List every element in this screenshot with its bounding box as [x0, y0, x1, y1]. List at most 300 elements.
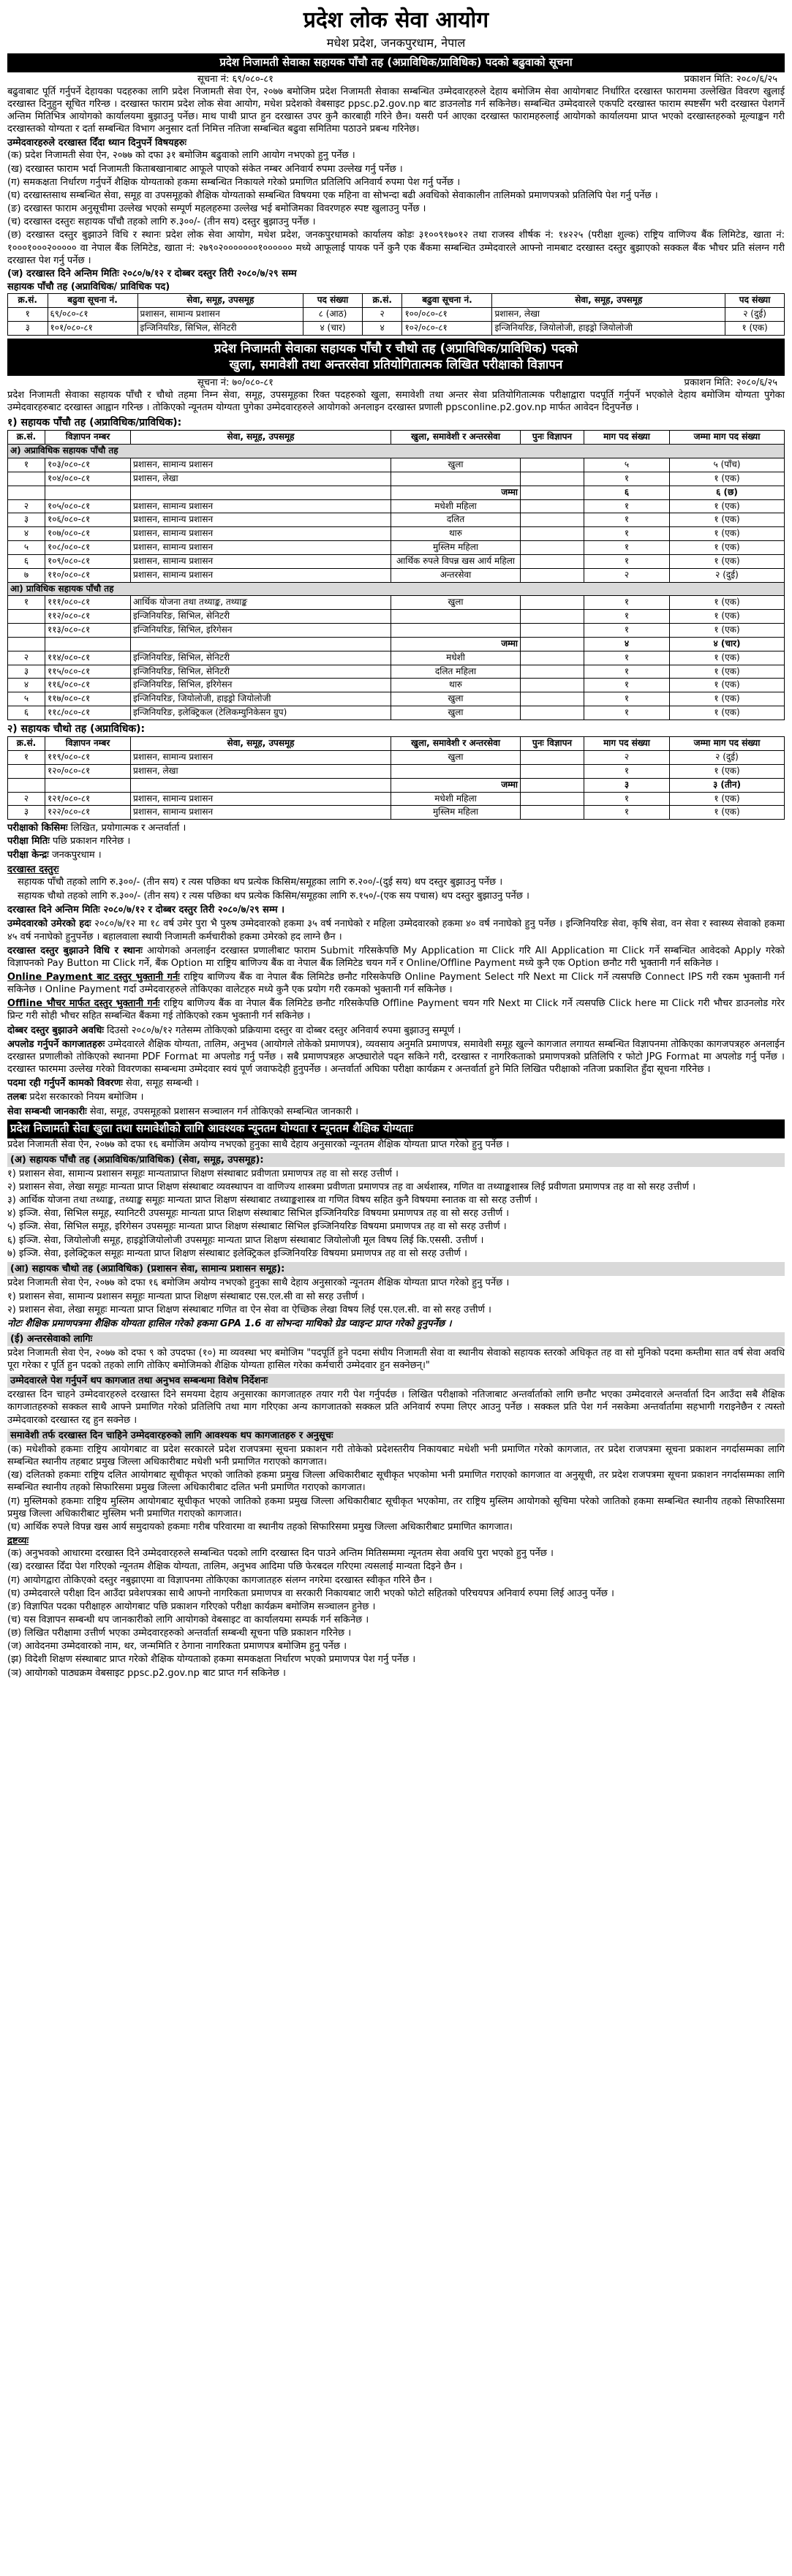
org-subtitle: मधेश प्रदेश, जनकपुरधाम, नेपाल: [326, 35, 466, 50]
upload-label: अपलोड गर्नुपर्ने कागजातहरुः: [7, 1038, 105, 1050]
cell: २ (दुई): [670, 751, 785, 765]
table-subheading: आ) प्राविधिक सहायक पाँचौ तह: [8, 582, 785, 596]
note-item: (ग) आयोगद्वारा तोकिएको दस्तुर नबुझाएमा वा विज्ञापनमा तोकिएका कागजातहरु संलग्न नगरेमा दरखास्त स्वीकृत गरिने छैन ।: [7, 1574, 432, 1586]
age-value: २०८०/७/१२ मा १८ वर्ष उमेर पुरा भै पुरुष उम्मेदवारको हकमा ३५ वर्ष ननाघेको र महिला उम्मेदवारको हकमा ४० वर्ष ननाघेको हुनु पर्नेछ । इन्जिनियरिङ सेवा, कृषि सेवा, वन सेवा र स्वास्थ्य सेवाको हकमा ४५ वर्ष ननाघेको हुनुपर्नेछ । बहालवाला स्थायी निजामती कर्मचारीको हकमा उमेरको हद लाग्ने छैन ।: [7, 918, 785, 943]
cell: १ (एक): [670, 513, 785, 527]
cell: [8, 610, 45, 624]
cell: प्रशासन, लेखा: [492, 307, 725, 321]
cell: प्रशासन, सामान्य प्रशासन: [131, 751, 391, 765]
notes-heading: द्रष्टव्यः: [7, 1536, 29, 1547]
qualification-banner: प्रदेश निजामती सेवा खुला तथा समावेशीको लागि आवश्यक न्यूनतम योग्यता र न्यूनतम शैक्षिक योग्यताः: [7, 1119, 785, 1138]
cell: ६ (छ): [670, 486, 785, 499]
fee-line: सहायक चौथो तहको लागि रु.३००/- (तीन सय) र त्यस पछिका थप प्रत्येक किसिम/समूहका लागि रु.१५०/-(एक सय पचास) थप दस्तुर बुझाउनु पर्नेछ ।: [18, 891, 529, 902]
cell: १ (एक): [725, 321, 785, 335]
notice1-meta: [7, 72, 785, 86]
table-row: [8, 610, 785, 624]
cell: १: [8, 751, 45, 765]
cell: ४: [584, 637, 670, 651]
cell: १ (एक): [670, 792, 785, 806]
cell: १: [8, 596, 45, 610]
upload-value: उम्मेदवारले शैक्षिक योग्यता, तालिम, अनुभव (आयोगले तोकेको प्रमाणपत्र), व्यवसाय अनुमति प्रमाणपत्र, समावेशी समूह खुल्ने कागजात लगायत सम्बन्धित विज्ञापनमा तोकिएका कागजपत्रहरु अनलाईन दरखास्त प्रणालीको तोकिएको स्थानमा PDF Format मा अपलोड गर्नु पर्नेछ । सबै प्रमाणपत्रहरु अप्ठ्यारोले पढ्न सकिने गरी, दरखास्त र नागरिकताको प्रमाणपत्रको प्रतिलिपि र फोटो JPG Format मा अपलोड गर्नु पर्नेछ । दरखास्त फारममा उल्लेख गरेको विवरणका सम्बन्धमा उम्मेदवार स्वयं पूर्ण जवाफदेही हुनुपर्नेछ । अन्तर्वार्ता अघिका परीक्षा कार्यक्रम र अन्तर्वार्ता हुने मिति लिखित परीक्षाको नतिजा प्रकाशित हुँदा सूचना गरिनेछ ।: [7, 1038, 785, 1076]
cell: १ (एक): [670, 764, 785, 778]
cell: २: [8, 651, 45, 665]
cell: ४: [362, 321, 402, 335]
cell: ३ (तीन): [670, 778, 785, 792]
table-row: [8, 554, 785, 568]
payment-label: दरखास्त दस्तुर बुझाउने विधि र स्थानः: [7, 945, 143, 956]
cell: [8, 778, 45, 792]
cell: [131, 637, 391, 651]
cell: [8, 637, 45, 651]
qualification-item: ४) इञ्जि. सेवा, सिभिल समूह, स्यानिटरी उपसमूहः मान्यता प्राप्त शिक्षण संस्थाबाट सिभिल इञ्जिनियरिङ विषयमा प्रमाणपत्र तह वा सो सरह उत्तीर्ण ।: [7, 1208, 510, 1220]
cell: ५: [8, 541, 45, 555]
note-item: (झ) विदेशी शिक्षण संस्थाबाट प्राप्त गरेको शैक्षिक योग्यताको हकमा समकक्षता निर्धारण भएको प्रमाणपत्र पेश गर्नु पर्नेछ ।: [7, 1654, 416, 1666]
cell: १ (एक): [670, 527, 785, 541]
cell: १: [584, 513, 670, 527]
col-header: क्र.सं.: [8, 737, 45, 751]
cell: मधेशी महिला: [391, 499, 521, 513]
cell: १ (एक): [670, 692, 785, 706]
qualification-b-heading: (आ) सहायक चौथो तह (अप्राविधिक) (प्रशासन सेवा, सामान्य प्रशासन समूह):: [7, 1262, 785, 1276]
exam-info: [7, 822, 785, 861]
cell: ११०/०८०-८१: [45, 568, 131, 582]
cell: २: [8, 792, 45, 806]
table-row: [8, 499, 785, 513]
double-fee-label: दोब्बर दस्तुर बुझाउने अवधिः: [7, 1024, 104, 1036]
notice1-table: [7, 293, 785, 335]
cell: १: [584, 692, 670, 706]
col-header: सेवा, समूह, उपसमूह: [131, 737, 391, 751]
table-row: [8, 321, 785, 335]
cell: [521, 751, 584, 765]
table-row: [8, 458, 785, 472]
table-row: [8, 692, 785, 706]
cell: मुस्लिम महिला: [391, 541, 521, 555]
cell: खुला: [391, 751, 521, 765]
cell: १: [584, 499, 670, 513]
cell: [521, 624, 584, 638]
cell: १०९/०८०-८१: [45, 554, 131, 568]
double-fee-value: दिउसो २०८०/७/१२ गतेसम्म तोकिएको प्रक्रियामा दस्तुर वा दोब्बर दस्तुर अनिवार्य रुपमा बुझाउनु सम्पूर्ण ।: [103, 1024, 461, 1036]
cell: दलित: [391, 513, 521, 527]
inter-service-heading: (ई) अन्तरसेवाको लागिः: [7, 1332, 785, 1346]
cell: [521, 513, 584, 527]
documents-banner: उम्मेदवारले पेश गर्नुपर्ने थप कागजात तथा अनुभव सम्बन्धमा विशेष निर्देशनः: [7, 1374, 785, 1388]
table-row: [8, 596, 785, 610]
cell: ११८/०८०-८१: [45, 706, 131, 720]
cell: इन्जिनियरिङ, सिभिल, इरिगेसन: [131, 624, 391, 638]
cell: इन्जिनियरिङ, इलेक्ट्रिकल (टेलिकम्युनिकेसन ग्रुप): [131, 706, 391, 720]
cell: प्रशासन, सामान्य प्रशासन: [131, 568, 391, 582]
cell: १: [584, 624, 670, 638]
table-subheading: अ) अप्राविधिक सहायक पाँचौ तह: [8, 445, 785, 458]
qualification-item: ३) आर्थिक योजना तथा तथ्याङ्क, तथ्याङ्क समूहः मान्यता प्राप्त शिक्षण संस्थाबाट तथ्याङ्कशास्त्र वा गणित विषय सहित कुनै विषयमा स्नातक वा सो सरह उत्तीर्ण ।: [7, 1195, 538, 1206]
cell: १ (एक): [670, 610, 785, 624]
col-header: पुनः विज्ञापन: [521, 431, 584, 445]
table-row: [8, 679, 785, 692]
cell: १००/०८०-८१: [402, 307, 492, 321]
cell: १: [584, 554, 670, 568]
cell: दलित महिला: [391, 665, 521, 679]
table-row: [8, 307, 785, 321]
table-total-row: [8, 486, 785, 499]
cell: प्रशासन, सामान्य प्रशासन: [137, 307, 303, 321]
notice1-point: (ज) दरखास्त दिने अन्तिम मितिः २०८०/७/१२ र दोब्बर दस्तुर तिरी २०८०/७/२९ सम्म: [7, 268, 297, 279]
cell: प्रशासन, सामान्य प्रशासन: [131, 792, 391, 806]
cell: आर्थिक योजना तथा तथ्याङ्क, तथ्याङ्क: [131, 596, 391, 610]
table-row: [8, 665, 785, 679]
cell: [45, 486, 131, 499]
offline-value: राष्ट्रिय बाणिज्य बैंक वा नेपाल बैंक लिमिटेड छनौट गरिसकेपछि Offline Payment चयन गरि Next मा Click गर्ने त्यसपछि Click here मा Click गरी भौचर डाउनलोड गरेर प्रिन्ट गरी सोही भौचर सहित सम्बन्धित बैंकमा गई तोकिएको रकम भुक्तानी गर्न सकिनेछ ।: [7, 998, 785, 1022]
offline-label: Offline भौचर मार्फत दस्तुर भुक्तानी गर्नः: [7, 998, 160, 1010]
note-item: (च) यस विज्ञापन सम्बन्धी थप जानकारीको लागि आयोगको वेबसाइट वा कार्यालयमा सम्पर्क गर्न सकिनेछ ।: [7, 1614, 369, 1625]
fee-heading: दरखास्त दस्तुरः: [7, 864, 59, 875]
cell: १ (एक): [670, 541, 785, 555]
qualification-a-list: [7, 1168, 785, 1260]
cell: ११४/०८०-८१: [45, 651, 131, 665]
cell: १०३/०८०-८१: [45, 458, 131, 472]
exam-date-value: पछि प्रकाशन गरिनेछ ।: [49, 836, 131, 847]
cell: १: [584, 651, 670, 665]
cell: ४: [8, 527, 45, 541]
cell: [391, 764, 521, 778]
col-header: खुला, समावेशी र अन्तरसेवा: [391, 431, 521, 445]
cell: १ (एक): [670, 499, 785, 513]
cell: [521, 792, 584, 806]
cell: ११९/०८०-८१: [45, 751, 131, 765]
cell: १०२/०८०-८१: [402, 321, 492, 335]
cell: प्रशासन, सामान्य प्रशासन: [131, 458, 391, 472]
col-header: क्र.सं.: [8, 294, 48, 308]
cell: इन्जिनियरिङ, सिभिल, सेनिटरी: [131, 665, 391, 679]
notice1-point: (क) प्रदेश निजामती सेवा ऐन, २०७७ को दफा ३१ बमोजिम बढुवाको लागि आयोग नभएको हुनु पर्नेछ ।: [7, 150, 355, 162]
gpa-note: नोटः शैक्षिक प्रमाणपत्रमा शैक्षिक योग्यता हासिल गरेको हकमा GPA 1.6 वा सोभन्दा माथिको ग्रेड प्वाइन्ट प्राप्त गरेको हुनुपर्नेछ ।: [7, 1318, 452, 1329]
notice2-meta: [7, 376, 785, 389]
cell: १: [584, 764, 670, 778]
notice1-applicant-heading: उम्मेदवारहरुले दरखास्त दिँदा ध्यान दिनुपर्ने विषयहरुः: [7, 137, 186, 149]
cell: १: [584, 541, 670, 555]
cell: इन्जिनियरिङ, सिभिल, सेनिटरी: [131, 651, 391, 665]
cell: मधेशी: [391, 651, 521, 665]
cell: [131, 778, 391, 792]
notice1-intro: बढुवाबाट पूर्ति गर्नुपर्ने देहायका पदहरुका लागि प्रदेश निजामती सेवा ऐन, २०७७ बमोजिम प्रदेश निजामती सेवाका सम्बन्धित उम्मेदवारहरुले देहाय बमोजिम सेवा आयोगबाट निर्धारित दरखास्त फाराममा उल्लेखित विवरण खुलाई दरखास्त दिनुहुन सूचित गरिन्छ । दरखास्त फाराम प्रदेश लोक सेवा आयोग, मधेश प्रदेशको वेबसाइट ppsc.p2.gov.np बाट डाउनलोड गर्न सकिनेछ। सम्बन्धित उम्मेदवारले एकपटि दरखास्त फाराम स्पष्टसँग भरी दरखास्त पेशगर्ने अन्तिम मितिभित्र आयोगको कार्यालयमा बुझाउनु पर्नेछ। माथ पाथी प्राप्त हुन दरखास्त उपर कुनै कारबाही गरिने छैन। यसरी पर्न आएका दरखास्त फारामहरुलाई आयोगको कार्यालयमा प्राप्त भएको दरखास्तहरुको मूल्याङ्कन गरी दरखास्तको योग्यता र दर्ता सम्बन्धित विभाग अनुसार दर्ता निमित्त नतिजा सम्बन्धित बढुवा समितिमा पठाउने प्रबन्ध गरिनेछ।: [7, 86, 785, 135]
col-header: जम्मा माग पद संख्या: [670, 431, 785, 445]
cell: १ (एक): [670, 706, 785, 720]
col-header: पद संख्या: [725, 294, 785, 308]
duties-value: सेवा, समूह सम्बन्धी ।: [122, 1078, 199, 1089]
table-row: [8, 706, 785, 720]
section-title-2: २) सहायक चौथो तह (अप्राविधिक):: [7, 722, 146, 735]
table-row: [8, 527, 785, 541]
cell: ३: [584, 778, 670, 792]
cell: १: [584, 792, 670, 806]
cell: १: [584, 596, 670, 610]
notes-list: [7, 1547, 785, 1680]
cell: १२०/०८०-८१: [45, 764, 131, 778]
col-header: खुला, समावेशी र अन्तरसेवा: [391, 737, 521, 751]
cell: [8, 624, 45, 638]
notice1-post-heading: सहायक पाँचौ तह (अप्राविधिक/ प्राविधिक पद): [7, 282, 170, 292]
inclusive-item: (क) मधेशीको हकमाः राष्ट्रिय आयोगबाट वा प्रदेश सरकारले प्रदेश राजपत्रमा सूचना प्रकाशन गरी तोकेको प्रदेशस्तरीय निकायबाट मधेशी भनी प्रमाणित गरेको कागजात, तर प्रदेश राजपत्रमा सूचना प्रकाशन नगर्दासम्मका लागि सम्बन्धित स्थानीय तहबाट प्रमुख जिल्ला अधिकारीबाट मधेशी भनी प्रमाणित गराएको कागजात।: [7, 1443, 785, 1468]
cell: प्रशासन, सामान्य प्रशासन: [131, 806, 391, 820]
cell: १ (एक): [670, 665, 785, 679]
table-row: [8, 541, 785, 555]
cell: १: [584, 610, 670, 624]
col-header: बढुवा सूचना नं.: [48, 294, 137, 308]
exam-type-label: परीक्षाको किसिमः: [7, 823, 68, 834]
cell: १ (एक): [670, 554, 785, 568]
cell: ११५/०८०-८१: [45, 665, 131, 679]
cell: ६: [8, 706, 45, 720]
cell: १ (एक): [670, 596, 785, 610]
cell: खुला: [391, 458, 521, 472]
inter-service-text: प्रदेश निजामती सेवा ऐन, २०७७ को दफा ९ को उपदफा (१०) मा व्यवस्था भए बमोजिम "पदपूर्ति हुने पदमा संघीय निजामती सेवा वा स्थानीय सेवाको सहायक स्तरको अधिकृत तह वा सो मुनिको पदमा कम्तीमा सात वर्ष सेवा अवधि पूरा गरेका र पूर्ति हुन पदको तहको लागि तोकिए बमोजिमको शैक्षिक योग्यता हासिल गरेका कर्मचारी उम्मेदवार हुन सक्नेछन्।": [7, 1347, 785, 1372]
col-header: क्र.सं.: [8, 431, 45, 445]
cell: १ (एक): [670, 806, 785, 820]
col-header: विज्ञापन नम्बर: [45, 737, 131, 751]
cell: [521, 486, 584, 499]
cell: [521, 806, 584, 820]
cell: ११६/०८०-८१: [45, 679, 131, 692]
cell: १०५/०८०-८१: [45, 499, 131, 513]
notice2-intro: प्रदेश निजामती सेवाका सहायक पाँचौ र चौथो तहमा निम्न सेवा, समूह, उपसमूहका रिक्त पदहरुको खुला, समावेशी तथा अन्तर सेवा प्रतियोगितात्मक परीक्षाद्वारा पदपूर्ति गर्नुपर्ने भएकोले देहाय बमोजिम योग्यता पुगेका उम्मेदवारहरुबाट दरखास्त आह्वान गरिन्छ । तोकिएको न्यूनतम योग्यता पुगेका उम्मेदवारहरुले आयोगको अनलाइन दरखास्त प्रणाली ppsconline.p2.gov.np मार्फत आवेदन दिनुपर्नेछ ।: [7, 389, 785, 413]
qualification-item: २) प्रशासन सेवा, लेखा समूहः मान्यता प्राप्त शिक्षण संस्थाबाट व्यवस्थापन वा वाणिज्य शास्त्रमा प्रवीणता प्रमाणपत्र तह वा अर्थशास्त्र, गणित वा तथ्याङ्कशास्त्र लिई प्रवीणता प्रमाणपत्र तह वा सो सरह उत्तीर्ण ।: [7, 1181, 696, 1193]
cell: जम्मा: [391, 486, 521, 499]
cell: १ (एक): [670, 472, 785, 486]
cell: १: [584, 472, 670, 486]
cell: १०४/०८०-८१: [45, 472, 131, 486]
table-total-row: [8, 778, 785, 792]
masthead: [7, 6, 785, 50]
online-value: राष्ट्रिय बाणिज्य बैंक वा नेपाल बैंक लिमिटेड छनौट गरिसकेपछि Online Payment Select गरि Next मा Click गर्ने त्यसपछि Connect IPS गरी रकम भुक्तानी गर्न सकिनेछ । Online Payment गर्दा उम्मेदवारहरुले तोकिएका वालेटहरु मध्ये कुनै एक प्रयोग गरी रकमको भुक्तानी गर्न सकिनेछ ।: [7, 972, 785, 996]
cell: [521, 568, 584, 582]
table-row: [8, 651, 785, 665]
payment-value: आयोगको अनलाईन दरखास्त प्रणालीबाट फाराम Submit गरिसकेपछि My Application मा Click गरि All Application मा Click गर्ने सम्बन्धित आवेदको Apply गरेको विज्ञापनको Pay Button मा Click गर्ने, बैंक Option मा राष्ट्रिय बाणिज्य बैंक वा नेपाल बैंक लिमिटेड चयन गर्ने र Online/Offline Payment मध्ये कुनै एक Option छनौट गरी भुक्तानी गर्न सकिनेछ ।: [7, 945, 785, 969]
online-label: Online Payment बाट दस्तुर भुक्तानी गर्नः: [7, 972, 180, 983]
col-header: बढुवा सूचना नं.: [402, 294, 492, 308]
note-item: (ज) आवेदनमा उम्मेदवारको नाम, थर, जन्ममिति र ठेगाना नागरिकता प्रमाणपत्र बमोजिम हुनु पर्नेछ ।: [7, 1641, 347, 1653]
table-row: [8, 472, 785, 486]
table-row: [8, 568, 785, 582]
cell: ५: [8, 692, 45, 706]
cell: [521, 706, 584, 720]
cell: ३: [8, 665, 45, 679]
cell: १२२/०८०-८१: [45, 806, 131, 820]
note-item: (घ) उम्मेदवारले परीक्षा दिन आउँदा प्रवेशपत्रका साथै आफ्नो नागरिकता प्रमाणपत्र वा सरकारी निकायबाट जारी भएको फोटो सहितको परिचयपत्र अनिवार्य रुपमा लिई आउनु पर्नेछ ।: [7, 1587, 614, 1599]
cell: ३: [8, 513, 45, 527]
documents-text: दरखास्त दिन चाहने उम्मेदवारहरुले दरखास्त दिने समयमा देहाय अनुसारका कागजातहरु तयार गरी पेश गर्नुपर्दछ । लिखित परीक्षाको नतिजाबाट अन्तर्वार्ताको लागि छनौट भएका उम्मेदवारले अन्तर्वार्ता दिन आउँदा सबै शैक्षिक कागजातहरुको सक्कल साथै आफ्ने प्रमाणित गरेको प्रतिलिपि तथा माग गरिएका अन्य कागजातको सक्कल प्रति अनिवार्य रुपमा लिएर आउनु पर्नेछ । सक्कल प्रति पेश गर्न नसकेमा अन्तर्वार्तामा सहभागी गराइनेछैन र त्यस्तो उम्मेदवारको दरखास्त रद्द हुन सक्नेछ ।: [7, 1389, 785, 1426]
cell: २: [362, 307, 402, 321]
deadline-label: दरखास्त दिने अन्तिम मितिः: [7, 904, 100, 916]
table-subheading-row: [8, 582, 785, 596]
cell: अन्तरसेवा: [391, 568, 521, 582]
cell: [45, 637, 131, 651]
section-title-1: १) सहायक पाँचौ तह (अप्राविधिक/प्राविधिक):: [7, 416, 182, 428]
cell: [391, 610, 521, 624]
notice1-point: (ख) दरखास्त फाराम भर्दा निजामती किताबखानाबाट आफूले पाएको संकेत नम्बर अनिवार्य रुपमा उल्लेख गर्नु पर्नेछ ।: [7, 163, 403, 175]
cell: [8, 486, 45, 499]
cell: [521, 764, 584, 778]
cell: ७: [8, 568, 45, 582]
table-row: [8, 806, 785, 820]
cell: प्रशासन, सामान्य प्रशासन: [131, 527, 391, 541]
cell: [8, 472, 45, 486]
cell: [391, 624, 521, 638]
col-header: पद संख्या: [303, 294, 363, 308]
cell: [521, 665, 584, 679]
cell: [521, 596, 584, 610]
cell: १: [584, 806, 670, 820]
notice1-point: (ङ) दरखास्त फाराम अनुसूचीमा उल्लेख भएको सम्पूर्ण महलहरुमा उल्लेख भई बमोजिमका विवरणहरु स्पष्ट खुलाउनु पर्नेछ ।: [7, 203, 426, 215]
fee-line: सहायक पाँचौ तहको लागि रु.३००/- (तीन सय) र त्यस पछिका थप प्रत्येक किसिम/समूहका लागि रु.२००/-(दुई सय) थप दस्तुर बुझाउनु पर्नेछ ।: [18, 876, 503, 888]
cell: [521, 778, 584, 792]
cell: १: [584, 679, 670, 692]
org-title: प्रदेश लोक सेवा आयोग: [303, 7, 489, 33]
cell: [131, 486, 391, 499]
cell: प्रशासन, सामान्य प्रशासन: [131, 513, 391, 527]
notice1-point: (घ) दरखास्तसाथ सम्बन्धित सेवा, समूह वा उपसमूहको शैक्षिक योग्यताको सम्बन्धित विषयमा एक महिना वा सोभन्दा बढी अवधिको सेवाकालीन तालिमको प्रमाणपत्रको प्रतिलिपि पेश गर्नु पर्नेछ ।: [7, 189, 658, 201]
note-item: (क) अनुभवको आधारमा दरखास्त दिने उम्मेदवारहरुले सम्बन्धित पदको लागि दरखास्त दिन पाउने अन्तिम मितिसम्ममा न्यूनतम सेवा अवधि पुरा भएको हुनु पर्नेछ ।: [7, 1548, 554, 1560]
cell: इन्जिनियरिङ, सिभिल, इरिगेसन: [131, 679, 391, 692]
cell: ५ (पाँच): [670, 458, 785, 472]
cell: ६: [8, 554, 45, 568]
service-info-value: सेवा, समूह, उपसमूहको प्रशासन सञ्चालन गर्न तोकिएको सम्बन्धित जानकारी ।: [86, 1106, 359, 1117]
notice1-point: (च) दरखास्त दस्तुरः सहायक पाँचौ तहको लागि रु.३००/- (तीन सय) दस्तुर बुझाउनु पर्नेछ ।: [7, 216, 316, 228]
cell: १११/०८०-८१: [45, 596, 131, 610]
exam-centre-label: परीक्षा केन्द्रः: [7, 849, 49, 861]
notice1-banner: प्रदेश निजामती सेवाका सहायक पाँचौ तह (अप्राविधिक/प्राविधिक) पदको बढुवाको सूचना: [7, 53, 785, 72]
col-header: माग पद संख्या: [584, 431, 670, 445]
inclusive-item: (ख) दलितको हकमाः राष्ट्रिय दलित आयोगबाट सूचीकृत भएको जातिको हकमा प्रमुख जिल्ला अधिकारीबाट सूचीकृत भएकोमा भनी प्रमाणित गराएको कागजात वा अनुसूची, तर प्रदेश राजपत्रमा सूचना प्रकाशन नगर्दासम्मका लागि सम्बन्धित स्थानीय तहको सिफारिसमा प्रमुख जिल्ला अधिकारीबाट दलित भनी प्रमाणित गराएको कागजात।: [7, 1470, 785, 1494]
notice1-point: (ग) समकक्षता निर्धारण गर्नुपर्ने शैक्षिक योग्यताको हकमा सम्बन्धित निकायले गरेको प्रमाणित प्रतिलिपि अनिवार्य रुपमा पेश गर्नु पर्नेछ ।: [7, 176, 461, 188]
cell: १ (एक): [670, 679, 785, 692]
note-item: (ङ) विज्ञापित पदका परीक्षाहरु आयोगबाट पछि प्रकाशन गरिएको परीक्षा कार्यक्रम बमोजिम सञ्चालन हुनेछ ।: [7, 1601, 376, 1612]
cell: आर्थिक रुपले विपन्न खस आर्य महिला: [391, 554, 521, 568]
cell: इन्जिनियरिङ, सिभिल, सेनिटरी: [137, 321, 303, 335]
qualification-intro: प्रदेश निजामती सेवा ऐन, २०७७ को दफा १६ बमोजिम अयोग्य नभएको हुनुका साथै देहाय अनुसारको न्यूनतम शैक्षिक योग्यता प्राप्त गरेको हुनु पर्नेछ ।: [7, 1138, 510, 1150]
cell: ११३/०८०-८१: [45, 624, 131, 638]
cell: प्रशासन, लेखा: [131, 472, 391, 486]
cell: [8, 764, 45, 778]
notice2-banner: [7, 339, 785, 376]
qualification-a-heading: (अ) सहायक पाँचौ तह (अप्राविधिक/प्राविधिक) (सेवा, समूह, उपसमूह):: [7, 1153, 785, 1167]
qualification-b-intro: प्रदेश निजामती सेवा ऐन, २०७७ को दफा १६ बमोजिम अयोग्य नभएको हुनुका साथै देहाय अनुसारको न्यूनतम शैक्षिक योग्यता प्राप्त गरेको हुनु पर्नेछ ।: [7, 1277, 510, 1289]
table-row: [8, 624, 785, 638]
cell: ११२/०८०-८१: [45, 610, 131, 624]
notice2-date: प्रकाशन मिति: २०८०/६/२५: [684, 377, 777, 388]
cell: [521, 610, 584, 624]
col-header: विज्ञापन नम्बर: [45, 431, 131, 445]
cell: १: [584, 665, 670, 679]
service-info-label: सेवा सम्बन्धी जानकारीः: [7, 1106, 87, 1117]
notice2-banner-line2: खुला, समावेशी तथा अन्तरसेवा प्रतियोगितात्मक लिखित परीक्षाको विज्ञापन: [229, 358, 563, 373]
qualification-item: ५) इञ्जि. सेवा, सिभिल समूह, इरिगेसन उपसमूहः मान्यता प्राप्त शिक्षण संस्थाबाट सिभिल इञ्जिनियरिङ विषयमा प्रमाणपत्र तह वा सो सरह उत्तीर्ण ।: [7, 1221, 507, 1233]
cell: थारु: [391, 679, 521, 692]
vacancy-table-1: [7, 430, 785, 719]
cell: १०६/०८०-८१: [45, 513, 131, 527]
col-header: सेवा, समूह, उपसमूह: [131, 431, 391, 445]
cell: १ (एक): [670, 651, 785, 665]
cell: प्रशासन, सामान्य प्रशासन: [131, 499, 391, 513]
table-subheading-row: [8, 445, 785, 458]
cell: १: [584, 706, 670, 720]
cell: ६९/०८०-८१: [48, 307, 137, 321]
exam-date-label: परीक्षा मितिः: [7, 836, 50, 847]
salary-value: प्रदेश सरकारको नियम बमोजिम ।: [26, 1092, 144, 1103]
cell: खुला: [391, 692, 521, 706]
cell: [521, 527, 584, 541]
table-row: [8, 513, 785, 527]
cell: इन्जिनियरिङ, जियोलोजी, हाइड्रो जियोलोजी: [131, 692, 391, 706]
cell: १०१/०८०-८१: [48, 321, 137, 335]
qualification-item: २) प्रशासन सेवा, लेखा समूहः मान्यता प्राप्त शिक्षण संस्थाबाट गणित वा ऐन सेवा वा ऐच्छिक लेखा विषय लिई एस.एल.सी. वा सो सरह उत्तीर्ण ।: [7, 1304, 491, 1316]
cell: ३: [8, 321, 48, 335]
exam-centre-value: जनकपुरधाम ।: [48, 849, 102, 861]
cell: प्रशासन, सामान्य प्रशासन: [131, 541, 391, 555]
table-row: [8, 751, 785, 765]
cell: जम्मा: [391, 778, 521, 792]
cell: [391, 472, 521, 486]
col-header: सेवा, समूह, उपसमूह: [137, 294, 303, 308]
cell: १२१/०८०-८१: [45, 792, 131, 806]
cell: १: [8, 458, 45, 472]
cell: इन्जिनियरिङ, सिभिल, सेनिटरी: [131, 610, 391, 624]
cell: २: [8, 499, 45, 513]
qualification-item: १) प्रशासन सेवा, सामान्य प्रशासन समूहः मान्यता प्राप्त शिक्षण संस्थाबाट एस.एल.सी वा सो सरह उत्तीर्ण ।: [7, 1291, 365, 1303]
col-header: माग पद संख्या: [584, 737, 670, 751]
deadline-value: २०८०/७/१२ र दोब्बर दस्तुर तिरी २०८०/७/२९ सम्म ।: [99, 904, 285, 916]
cell: ४ (चार): [303, 321, 363, 335]
cell: इन्जिनियरिङ, जियोलोजी, हाइड्रो जियोलोजी: [492, 321, 725, 335]
cell: [521, 472, 584, 486]
cell: २: [584, 568, 670, 582]
cell: [521, 499, 584, 513]
qualification-item: ६) इञ्जि. सेवा, जियोलोजी समूह, हाइड्रोजियोलोजी उपसमूहः मान्यता प्राप्त शिक्षण संस्थाबाट जियोलोजी मूल विषय लिई कि.एससी. उत्तीर्ण ।: [7, 1234, 484, 1246]
notice2-banner-line1: प्रदेश निजामती सेवाका सहायक पाँचौ र चौथो तह (अप्राविधिक/प्राविधिक) पदको: [214, 341, 578, 356]
notice1-point: (छ) दरखास्त दस्तुर बुझाउने विधि र स्थानः प्रदेश लोक सेवा आयोग, मधेश प्रदेश, जनकपुरधामको कार्यालय कोडः ३१००९१७०१२ तथा राजस्व शीर्षक नं: १४२२५ (परीक्षा शुल्क) राष्ट्रिय वाणिज्य बैंक लिमिटेड, खाता नं: १०००१०००२००००० वा नेपाल बैंक लिमिटेड, खाता नं: २७९०२०००००००१०००००० मध्ये आफूलाई पायक पर्ने कुनै एक बैंकमा सम्बन्धित उम्मेदवारले आफ्नो नामबाट दरखास्त दस्तुर बुझाएको सक्कल बैंक भौचर प्रति संलग्न गरी दरखास्त पेश गर्नु पर्नेछ ।: [7, 230, 785, 266]
notice2-ref: सूचना नं: ७०/०८०-८१: [197, 377, 274, 388]
cell: जम्मा: [391, 637, 521, 651]
notice1-points: [7, 149, 785, 280]
qualification-item: १) प्रशासन सेवा, सामान्य प्रशासन समूहः मान्यताप्राप्त शिक्षण संस्थाबाट प्रवीणता प्रमाणपत्र तह वा सो सरह उत्तीर्ण ।: [7, 1168, 399, 1179]
table-row: [8, 792, 785, 806]
notice1-date: प्रकाशन मिति: २०८०/६/२५: [684, 73, 777, 85]
cell: [521, 637, 584, 651]
note-item: (ख) दरखास्त दिँदा पेश गरिएको न्यूनतम शैक्षिक योग्यता, तालिम, अनुभव आदिमा पछि फेरबदल गरिएमा त्यसलाई मान्यता दिइने छैन ।: [7, 1561, 463, 1573]
age-label: उम्मेदवारको उमेरको हदः: [7, 918, 91, 930]
cell: [45, 778, 131, 792]
cell: २: [584, 751, 670, 765]
cell: मधेशी महिला: [391, 792, 521, 806]
col-header: पुनः विज्ञापन: [521, 737, 584, 751]
cell: १: [584, 527, 670, 541]
col-header: जम्मा माग पद संख्या: [670, 737, 785, 751]
cell: खुला: [391, 596, 521, 610]
cell: प्रशासन, सामान्य प्रशासन: [131, 554, 391, 568]
cell: [521, 541, 584, 555]
cell: [521, 554, 584, 568]
cell: थारु: [391, 527, 521, 541]
qualification-item: ७) इञ्जि. सेवा, इलेक्ट्रिकल समूहः मान्यता प्राप्त शिक्षण संस्थाबाट इलेक्ट्रिकल इञ्जिनियरिङ विषयमा प्रमाणपत्र तह वा सो सरह उत्तीर्ण ।: [7, 1247, 467, 1259]
table-row: [8, 764, 785, 778]
cell: ४ (चार): [670, 637, 785, 651]
vacancy-table-2: [7, 736, 785, 820]
table-total-row: [8, 637, 785, 651]
cell: २ (दुई): [670, 568, 785, 582]
document-page: [7, 0, 785, 1680]
cell: ५: [584, 458, 670, 472]
inclusive-banner: समावेशी तर्फ दरखास्त दिन चाहिने उम्मेदवारहरुको लागि आवश्यक थप कागजातहरु र अनुसूचः: [7, 1429, 785, 1443]
